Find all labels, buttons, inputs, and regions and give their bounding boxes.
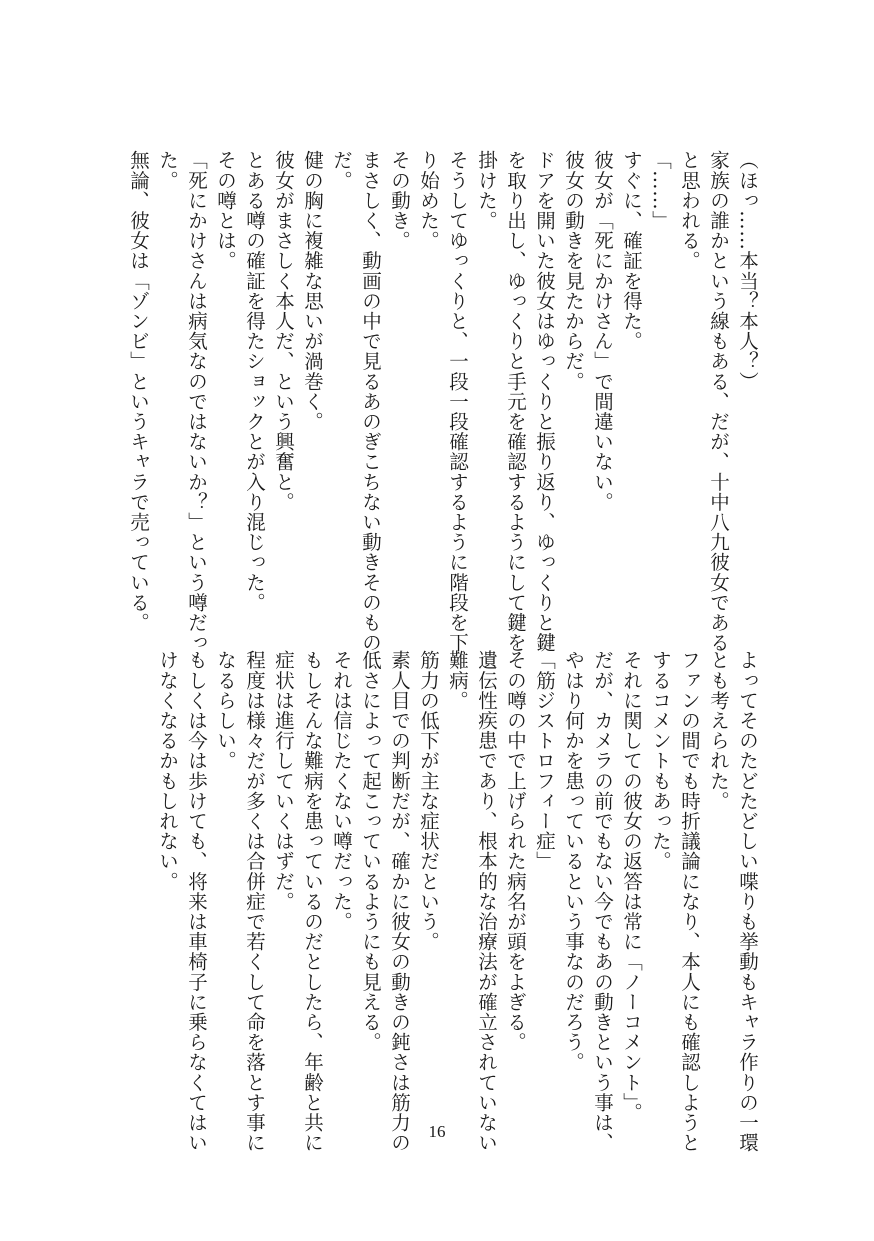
text-line: やはり何かを患っているという事なのだろう。 [562, 650, 585, 1073]
text-line: り始めた。 [417, 150, 440, 251]
text-line: もしそんな難病を患っているのだとしたら、年齢と共に [301, 650, 324, 1153]
text-line: た。 [156, 150, 179, 191]
text-line: 症状は進行していくはずだ。 [272, 650, 295, 912]
text-line: そうしてゆっくりと、一段一段確認するように階段を下 [446, 150, 469, 653]
text-line: 彼女が「死にかけさん」で間違いない。 [591, 150, 614, 512]
text-line: 素人目での判断だが、確かに彼女の動きの鈍さは筋力の [388, 650, 411, 1153]
text-line: とある噂の確証を得たショックとが入り混じった。 [243, 150, 266, 613]
text-line: だ。 [330, 150, 353, 191]
page-number: 16 [428, 1122, 446, 1141]
text-line: 「……」 [649, 150, 672, 231]
text-line: その噂とは。 [214, 150, 237, 271]
text-line: 彼女の動きを見たからだ。 [562, 150, 585, 392]
text-line: すぐに、確証を得た。 [620, 150, 643, 351]
text-line: とも考えられた。 [707, 650, 730, 811]
text-line: その動き。 [388, 150, 411, 251]
text-line: するコメントもあった。 [649, 650, 672, 872]
text-line: 「死にかけさんは病気なのではないか？」という噂だっ [185, 150, 208, 653]
text-line: 「筋ジストロフィー症」 [533, 650, 556, 872]
text-line: その噂の中で上げられた病名が頭をよぎる。 [504, 650, 527, 1052]
text-line: それに関しての彼女の返答は常に「ノーコメント」。 [620, 650, 643, 1123]
text-line: だが、カメラの前でもない今でもあの動きという事は、 [591, 650, 614, 1153]
text-line: それは信じたくない噂だった。 [330, 650, 353, 932]
text-line: を取り出し、ゆっくりと手元を確認するようにして鍵を [504, 150, 527, 653]
text-line: もしくは今は歩けても、将来は車椅子に乗らなくてはい [185, 650, 208, 1153]
text-line: 家族の誰かという線もある、だが、十中八九彼女である [707, 150, 730, 653]
text-line: なるらしい。 [214, 650, 237, 771]
text-line: 低さによって起こっているようにも見える。 [359, 650, 382, 1052]
text-line: 遺伝性疾患であり、根本的な治療法が確立されていない [475, 650, 498, 1153]
text-line: ファンの間でも時折議論になり、本人にも確認しようと [678, 650, 701, 1153]
text-line: ドアを開いた彼女はゆっくりと振り返り、ゆっくりと鍵 [533, 150, 556, 653]
text-line: （ほっ……本当？本人？） [736, 150, 759, 392]
text-line: 難病。 [446, 650, 469, 711]
text-line: 彼女がまさしく本人だ、という興奮と。 [272, 150, 295, 512]
text-line: 掛けた。 [475, 150, 498, 231]
text-line: けなくなるかもしれない。 [156, 650, 179, 892]
text-line: 程度は様々だが多くは合併症で若くして命を落とす事に [243, 650, 266, 1153]
upper-text-block [127, 150, 762, 653]
text-line: と思われる。 [678, 150, 701, 271]
text-line: 筋力の低下が主な症状だという。 [417, 650, 440, 952]
text-line: まさしく、動画の中で見るあのぎこちない動きそのもの [359, 150, 382, 653]
text-line: 健の胸に複雑な思いが渦巻く。 [301, 150, 324, 432]
text-line: 無論、彼女は「ゾンビ」というキャラで売っている。 [127, 150, 150, 633]
text-line: よってそのたどたどしい喋りも挙動もキャラ作りの一環 [736, 650, 759, 1153]
